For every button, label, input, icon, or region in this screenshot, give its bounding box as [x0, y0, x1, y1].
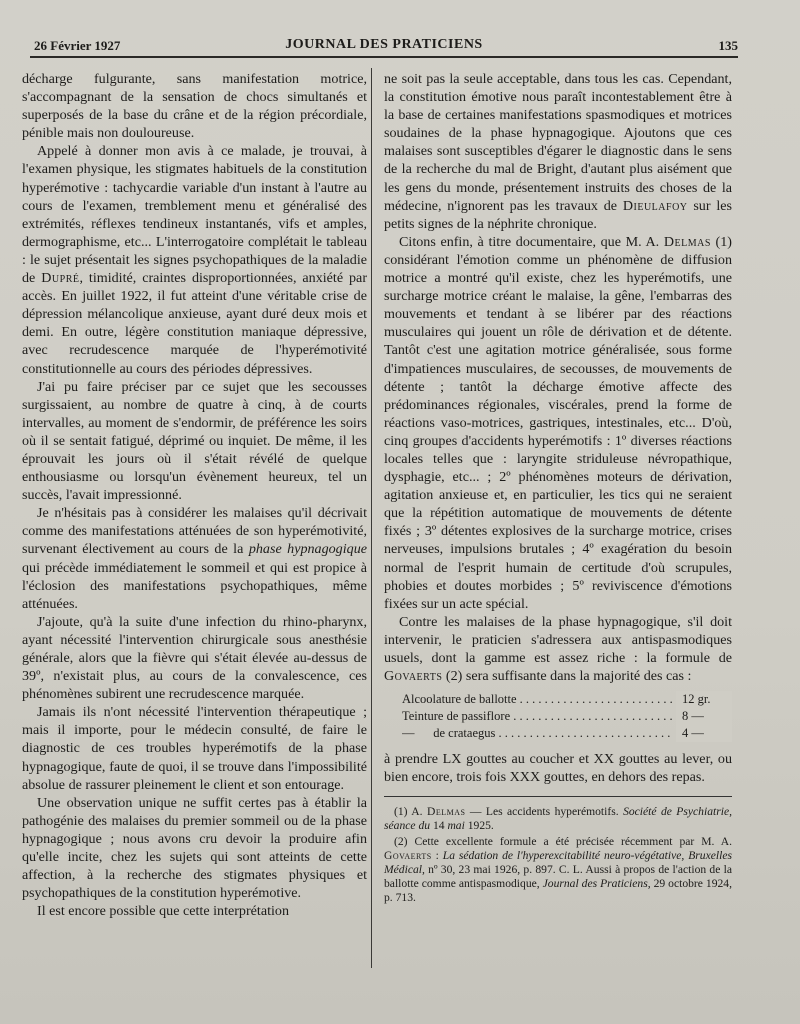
text-run: 1925. [464, 819, 494, 833]
formula-row [402, 708, 732, 725]
italic-citation: Journal des Praticiens, [542, 877, 651, 891]
author-name: Govaerts [384, 849, 432, 863]
paragraph [384, 233, 732, 613]
paragraph [384, 613, 732, 685]
journal-title: JOURNAL DES PRATICIENS [285, 37, 483, 52]
text-run: — Les accidents hyperémotifs. [465, 805, 624, 819]
paragraph: décharge fulgurante, sans manifestation motrice, s'accompagnant de la sensation de chocs simultanés et superposés de la base du crâne et de la région précordiale, pénible mais non douloureuse. [22, 71, 367, 142]
page-number: 135 [718, 38, 738, 53]
text-run: ne soit pas la seule acceptable, dans tous les cas. Cependant, la constitution émotive nous paraît incontestablement être à la base de certaines manifestations spasmodiques et motrices soudaines de la phase hypnagogique. Ajoutons que ces malaises sont susceptibles d'égarer le diagnostic dans le sens de la recherche du mal de Bright, d'autant plus aisément que les gens du monde, présentement instruits des choses de la médecine, n'ignorent pas les travaux de [384, 71, 732, 214]
text-run: Contre les malaises de la phase hypnagogique, s'il doit intervenir, le praticien s'adressera aux antispasmodiques usuels, dont la gamme est assez riche : la formule de [384, 613, 732, 666]
text-run: (2) sera suffisante dans la majorité des cas : [442, 668, 692, 685]
page-header [30, 36, 738, 58]
footnote-2 [384, 835, 732, 905]
paragraph [22, 142, 367, 377]
header-date: 26 Février 1927 [34, 38, 121, 53]
footnote-1 [384, 805, 732, 833]
ingredient-name: Teinture de passiflore . . . [402, 708, 676, 725]
paragraph: Il est encore possible que cette interprétation [37, 903, 290, 920]
left-column [22, 70, 367, 920]
footnote-rule [384, 796, 732, 797]
formula-row [402, 691, 732, 708]
ingredient-dose: 12 gr. [676, 691, 732, 708]
ingredient-name: Alcoolature de ballotte . . . [402, 691, 676, 708]
column-divider [371, 68, 372, 968]
text-run: sur les petits signes de la néphrite chronique. [384, 197, 732, 232]
paragraph: J'ajoute, qu'à la suite d'une infection du rhino-pharynx, ayant nécessité l'intervention chirurgicale sous anesthésie générale, alors que la fièvre qui s'était élevée au-dessus de 39º, n'existait plus, au cours de la convalescence, ces phénomènes subirent une recrudescence marquée. [22, 613, 367, 703]
ingredient-name: — de crataegus . . . [402, 725, 676, 742]
italic-citation: La sédation de l'hyperexcitabilité neuro-végétative, Bruxelles Médical, [384, 849, 732, 877]
text-run: , timidité, craintes disproportionnées, anxiété par accès. En juillet 1922, il fut atteint d'une véritable crise de dépression mélancolique anxieuse, ayant duré deux mois et demi. En outre, légère constitution maniaque dépressive, avec recrudescence marquée de l'hyperémotivité constitutionnelle au cours des périodes dépressives. [22, 270, 368, 377]
ingredient-dose: 8 — [676, 708, 732, 725]
formula-row [402, 725, 732, 742]
author-name: Govaerts [384, 668, 443, 685]
paragraph [384, 70, 732, 233]
paragraph: Une observation unique ne suffit certes pas à établir la pathogénie des malaises du premier sommeil ou de la phase hypnagogique ; nous avons cru devoir la produire afin qu'elle incite, chez les sujets qui sont atteints de cette affection, à la recherche des stigmates physiques et psychopathiques de la constitution hyperémotive. [22, 794, 367, 902]
italic-citation: mai [447, 819, 465, 833]
text-run: : [431, 849, 443, 863]
italic-citation: Société de Psychiatrie, séance du [384, 805, 732, 833]
paragraph: J'ai pu faire préciser par ce sujet que les secousses surgissaient, au nombre de quatre à cinq, à de courts intervalles, au moment de s'endormir, de préférence les soirs où il se sentait fatigué, déprimé ou inquiet. De même, il les éprouvait les jours où il s'était révélé de quelque enthousiasme ou lorsqu'un évènement heureux, tel un succès, l'avait impressionné. [22, 378, 367, 504]
text-run: Appelé à donner mon avis à ce malade, je trouvai, à l'examen physique, les stigmates habituels de la constitution hyperémotive : tachycardie variable d'un instant à l'autre au cours de l'examen, tremblement menu et généralisé des extrémités, réflexes tendineux instantanés, vifs et amples, dermographisme, etc... L'interrogatoire complétait le tableau : le sujet présentait les signes psychopathiques de la maladie de [22, 143, 367, 287]
text-run: 14 [430, 819, 448, 833]
author-name: Delmas [426, 805, 466, 819]
paragraph: à prendre LX gouttes au coucher et XX gouttes au lever, ou bien encore, trois fois XXX gouttes, en dehors des repas. [384, 751, 732, 786]
text-run: nº 30, 23 mai 1926, p. 897. C. L. Aussi à propos de l'action de la ballotte comme antispasmodique, [384, 863, 732, 891]
author-name: Dupré [41, 270, 80, 287]
author-name: Delmas [663, 233, 711, 250]
right-column [384, 70, 732, 907]
paragraph [22, 504, 367, 613]
text-run: Citons enfin, à titre documentaire, que M. A. [399, 233, 664, 250]
paragraph: Jamais ils n'ont nécessité l'intervention thérapeutique ; mais il importe, pour le médecin consulté, de faire le diagnostic de ces troubles hyperémotifs de la phase hypnagogique, faute de quoi, il se trouve dans l'impossibilité absolue de rassurer pleinement le client et son entourage. [22, 704, 367, 793]
text-run: 29 octobre 1924, p. 713. [384, 877, 732, 905]
prescription-formula [402, 691, 732, 742]
italic-term: phase hypnagogique [248, 541, 367, 558]
ingredient-dose: 4 — [676, 725, 732, 742]
text-run: (1) A. [394, 805, 427, 819]
text-run: qui précède immédiatement le sommeil et qui est propice à l'éclosion des manifestations psychopathiques, même atténuées. [22, 559, 367, 612]
author-name: Dieulafoy [622, 197, 688, 214]
text-run: (1) considérant l'émotion comme un phénomène de diffusion motrice a montré qu'il existe, chez les hyperémotifs, une surcharge motrice créant le malaise, la gêne, l'embarras des mouvements et tendant à se libérer par des réactions musculaires qui jouent un rôle de dérivation et de détente. Tantôt c'est une agitation motrice généralisée, sous forme d'impatiences musculaires, de secousses, de mouvements de détente ; tantôt la décharge émotive affecte des prédominances régionales, viscérales, prend la forme de réactions vaso-motrices, gastriques, intestinales, etc... D'où, cinq groupes d'accidents hyperémotifs : 1º diverses réactions locales telles que : laryngite striduleuse névropathique, dysphagie, etc... ; 2º phénomènes moteurs de dérivation, agitation anxieuse et, en particulier, les tics qui ne seraient que la répétition automatique de mouvements de détente fixés ; 3º détentes explosives de la surcharge motrice, crises nerveuses, impulsions brutales ; 4º exagération du besoin normal de l'esprit humain de certitude d'où scrupules, phobies et doutes morbides ; 5º reviviscence d'émotions fixées sur un acte spécial. [384, 233, 732, 612]
text-run: (2) Cette excellente formule a été précisée récemment par M. A. [394, 835, 732, 849]
footnotes [384, 805, 732, 905]
text-run: Je n'hésitais pas à considérer les malaises qu'il décrivait comme des manifestations atténuées de son hyperémotivité, survenant électivement au cours de la [22, 505, 367, 558]
